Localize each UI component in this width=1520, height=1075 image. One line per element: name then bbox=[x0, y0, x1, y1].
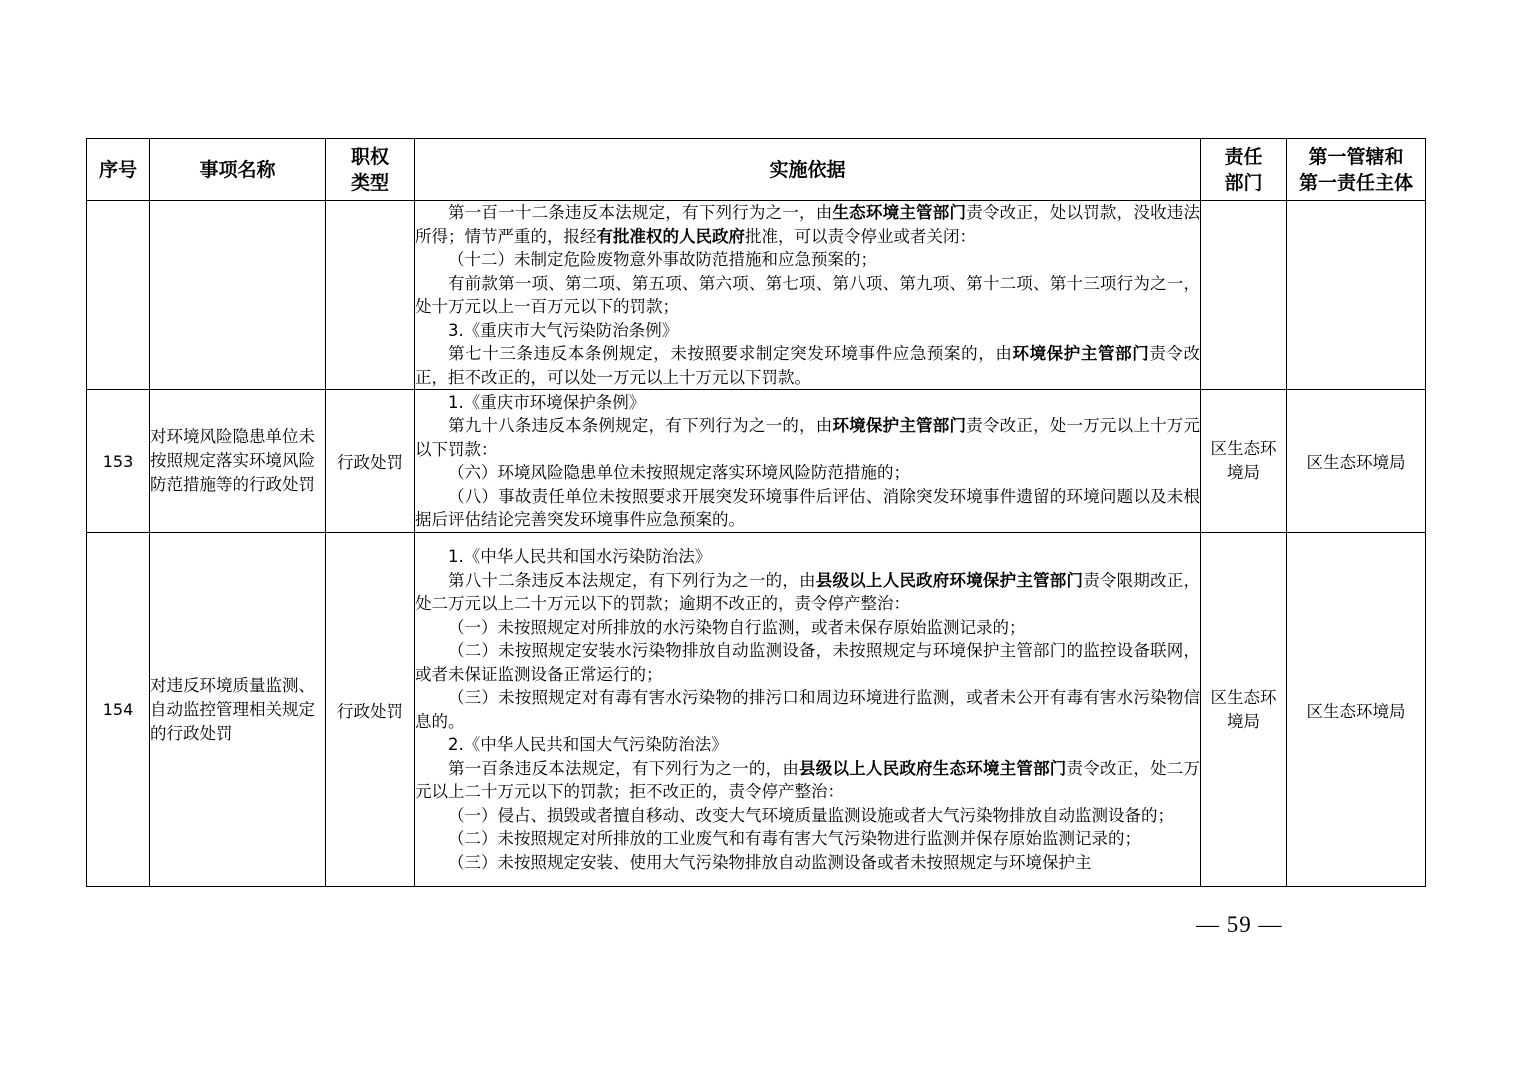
header-dept-line2: 部门 bbox=[1224, 171, 1263, 194]
basis-cell bbox=[415, 390, 1201, 533]
basis-paragraph: 1.《中华人民共和国水污染防治法》 bbox=[448, 547, 712, 566]
dept-cell bbox=[1201, 533, 1287, 887]
table-row-continuation bbox=[87, 201, 1426, 390]
owner-cell: 区生态环境局 bbox=[1287, 533, 1426, 887]
basis-paragraph: （三）未按照规定安装、使用大气污染物排放自动监测设备或者未按照规定与环境保护主 bbox=[448, 852, 1092, 872]
basis-paragraph: 1.《重庆市环境保护条例》 bbox=[448, 392, 646, 412]
basis-paragraph: （一）侵占、损毁或者擅自移动、改变大气环境质量监测设施或者大气污染物排放自动监测设备的； bbox=[448, 805, 1174, 825]
table-header-row bbox=[87, 139, 1426, 201]
dept-cell bbox=[1201, 201, 1287, 390]
basis-paragraph: 第八十二条违反本法规定，有下列行为之一的，由县级以上人民政府环境保护主管部门责令限期改正，处二万元以上二十万元以下的罚款；逾期不改正的，责令停产整治： bbox=[415, 570, 1201, 613]
seq-cell: 153 bbox=[87, 390, 150, 533]
enforcement-items-table bbox=[86, 138, 1426, 887]
page-number: — 59 — bbox=[1196, 912, 1283, 937]
name-cell: 对违反环境质量监测、自动监控管理相关规定的行政处罚 bbox=[150, 533, 326, 887]
type-cell: 行政处罚 bbox=[326, 390, 415, 533]
header-dept bbox=[1201, 139, 1287, 201]
header-owner-line2: 第一责任主体 bbox=[1298, 171, 1413, 194]
header-type bbox=[326, 139, 415, 201]
basis-paragraph: 第九十八条违反本条例规定，有下列行为之一的，由环境保护主管部门责令改正，处一万元以上十万元以下罚款： bbox=[415, 416, 1201, 459]
name-cell bbox=[150, 201, 326, 390]
header-type-line2: 类型 bbox=[350, 171, 389, 194]
basis-paragraph: （二）未按照规定安装水污染物排放自动监测设备，未按照规定与环境保护主管部门的监控设备联网，或者未保证监测设备正常运行的； bbox=[415, 641, 1200, 684]
dept-line1: 区生态环 bbox=[1210, 687, 1277, 707]
basis-paragraph: （八）事故责任单位未按照要求开展突发环境事件后评估、消除突发环境事件遗留的环境问题以及未根据后评估结论完善突发环境事件应急预案的。 bbox=[415, 486, 1200, 529]
dept-line2: 境局 bbox=[1227, 463, 1260, 482]
dept-line1: 区生态环 bbox=[1210, 439, 1277, 458]
table-row-153 bbox=[87, 390, 1426, 533]
basis-cell bbox=[415, 201, 1201, 390]
header-seq: 序号 bbox=[87, 139, 150, 201]
basis-paragraph: 3.《重庆市大气污染防治条例》 bbox=[448, 320, 679, 340]
seq-cell bbox=[87, 201, 150, 390]
table-row-154 bbox=[87, 533, 1426, 887]
owner-cell bbox=[1287, 201, 1426, 390]
seq-cell: 154 bbox=[87, 533, 150, 887]
type-cell: 行政处罚 bbox=[326, 533, 415, 887]
basis-paragraph: （六）环境风险隐患单位未按照规定落实环境风险防范措施的； bbox=[448, 463, 910, 482]
basis-paragraph: （三）未按照规定对有毒有害水污染物的排污口和周边环境进行监测，或者未公开有毒有害水污染物信息的。 bbox=[415, 688, 1200, 731]
type-cell bbox=[326, 201, 415, 390]
header-owner-line1: 第一管辖和 bbox=[1308, 145, 1404, 168]
basis-paragraph: 第一百一十二条违反本法规定，有下列行为之一，由生态环境主管部门责令改正，处以罚款，没收违法所得；情节严重的，报经有批准权的人民政府批准，可以责令停业或者关闭： bbox=[415, 203, 1201, 246]
basis-paragraph: （十二）未制定危险废物意外事故防范措施和应急预案的； bbox=[448, 250, 877, 269]
basis-paragraph: 2.《中华人民共和国大气污染防治法》 bbox=[448, 735, 728, 754]
owner-cell: 区生态环境局 bbox=[1287, 390, 1426, 533]
basis-paragraph: （一）未按照规定对所排放的水污染物自行监测，或者未保存原始监测记录的； bbox=[448, 617, 1026, 637]
basis-paragraph: 第一百条违反本法规定，有下列行为之一的，由县级以上人民政府生态环境主管部门责令改正，处二万元以上二十万元以下的罚款；拒不改正的，责令停产整治： bbox=[415, 758, 1201, 801]
header-type-line1: 职权 bbox=[350, 145, 389, 168]
header-owner bbox=[1287, 139, 1426, 201]
basis-paragraph: 有前款第一项、第二项、第五项、第六项、第七项、第八项、第九项、第十二项、第十三项行为之一，处十万元以上一百万元以下的罚款； bbox=[415, 273, 1200, 316]
basis-cell bbox=[415, 533, 1201, 887]
name-cell: 对环境风险隐患单位未按照规定落实环境风险防范措施等的行政处罚 bbox=[150, 390, 326, 533]
header-dept-line1: 责任 bbox=[1224, 145, 1263, 168]
header-name: 事项名称 bbox=[150, 139, 326, 201]
dept-cell bbox=[1201, 390, 1287, 533]
header-basis: 实施依据 bbox=[415, 139, 1201, 201]
basis-paragraph: （二）未按照规定对所排放的工业废气和有毒有害大气污染物进行监测并保存原始监测记录的； bbox=[448, 829, 1141, 848]
basis-paragraph: 第七十三条违反本条例规定，未按照要求制定突发环境事件应急预案的，由环境保护主管部门责令改正，拒不改正的，可以处一万元以上十万元以下罚款。 bbox=[415, 344, 1201, 387]
dept-line2: 境局 bbox=[1227, 711, 1260, 731]
